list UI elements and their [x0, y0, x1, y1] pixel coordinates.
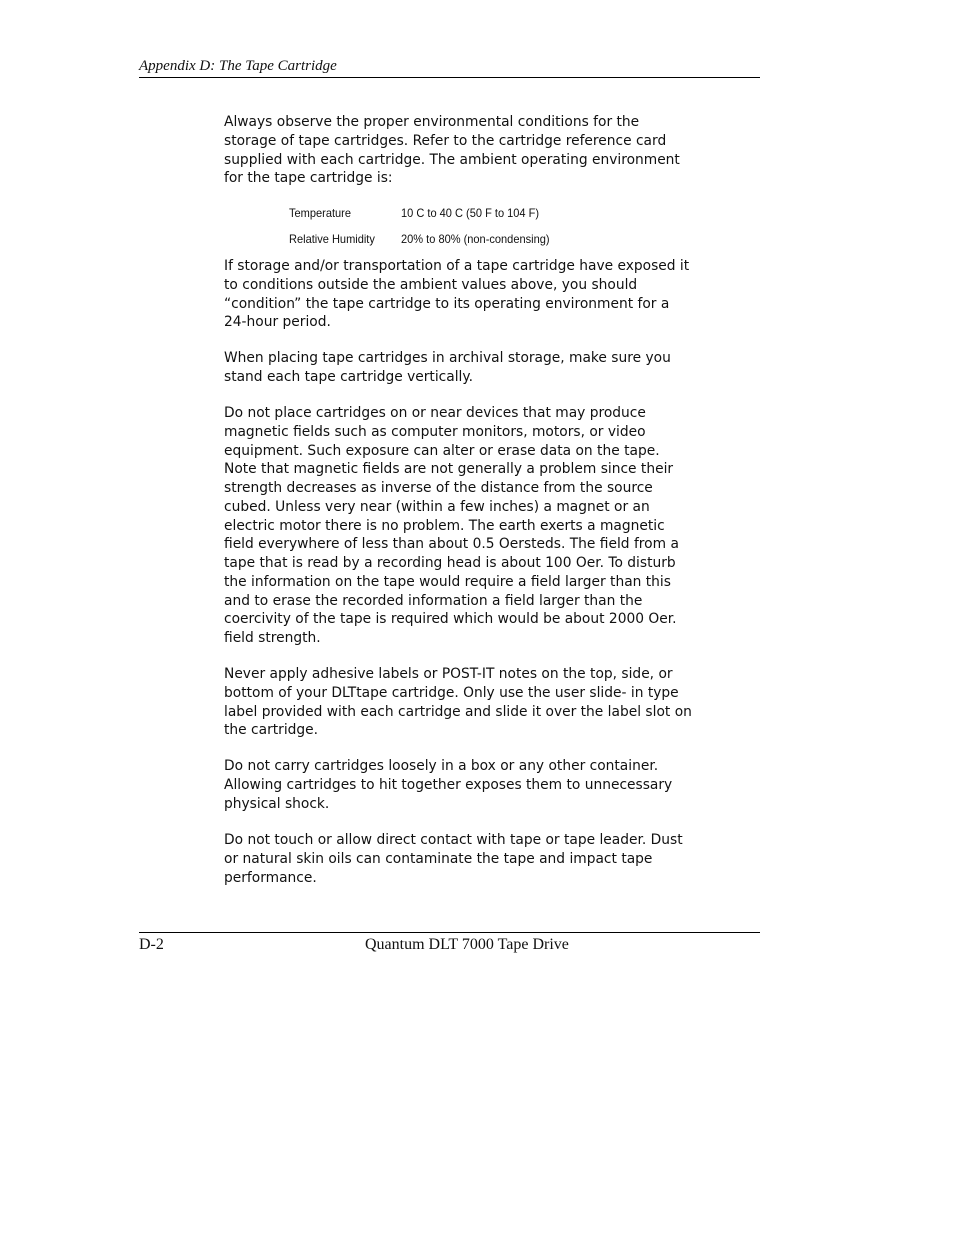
- spec-humidity-label: Relative Humidity: [289, 232, 375, 246]
- spec-temperature-label: Temperature: [289, 206, 351, 220]
- labels-paragraph: Never apply adhesive labels or POST-IT notes on the top, side, or bottom of your DLTtape cartridge. Only use the user slide- in type label provided with each cartridge and slide it over the label slot on the cartridge.: [224, 666, 692, 739]
- carrying-paragraph: Do not carry cartridges loosely in a box or any other container. Allowing cartridges to hit together exposes them to unnecessary physical shock.: [224, 758, 673, 812]
- footer-book-title: Quantum DLT 7000 Tape Drive: [365, 936, 569, 953]
- header-rule: [139, 77, 760, 78]
- spec-humidity-value: 20% to 80% (non-condensing): [401, 232, 550, 246]
- archival-storage-paragraph: When placing tape cartridges in archival storage, make sure you stand each tape cartridge vertically.: [224, 350, 671, 385]
- conditioning-paragraph: If storage and/or transportation of a tape cartridge have exposed it to conditions outside the ambient values above, you should “condition” the tape cartridge to its operating environment for a 24-hour period.: [224, 258, 690, 331]
- page-number: D-2: [139, 936, 164, 953]
- spec-temperature-value: 10 C to 40 C (50 F to 104 F): [401, 206, 540, 220]
- magnetic-fields-paragraph: Do not place cartridges on or near devices that may produce magnetic fields such as computer monitors, motors, or video equipment. Such exposure can alter or erase data on the tape. Note that magnetic fields are not generally a problem since their strength decreases as inverse of the distance from the source cubed. Unless very near (within a few inches) a magnet or an electric motor there is no problem. The earth exerts a magnetic field everywhere of less than about 0.5 Oersteds. The field from a tape that is read by a recording head is about 100 Oer. To disturb the information on the tape would require a field larger than this and to erase the recorded information a field larger than the coercivity of the tape is required which would be about 2000 Oer. field strength.: [224, 405, 679, 646]
- header-title: Appendix D: The Tape Cartridge: [139, 58, 337, 74]
- tape-contact-paragraph: Do not touch or allow direct contact with tape or tape leader. Dust or natural skin oils can contaminate the tape and impact tape performance.: [224, 832, 683, 886]
- footer-rule: [139, 932, 760, 933]
- intro-paragraph: Always observe the proper environmental conditions for the storage of tape cartridges. Refer to the cartridge reference card supplied with each cartridge. The ambient operating environment for the tape cartridge is:: [224, 114, 680, 187]
